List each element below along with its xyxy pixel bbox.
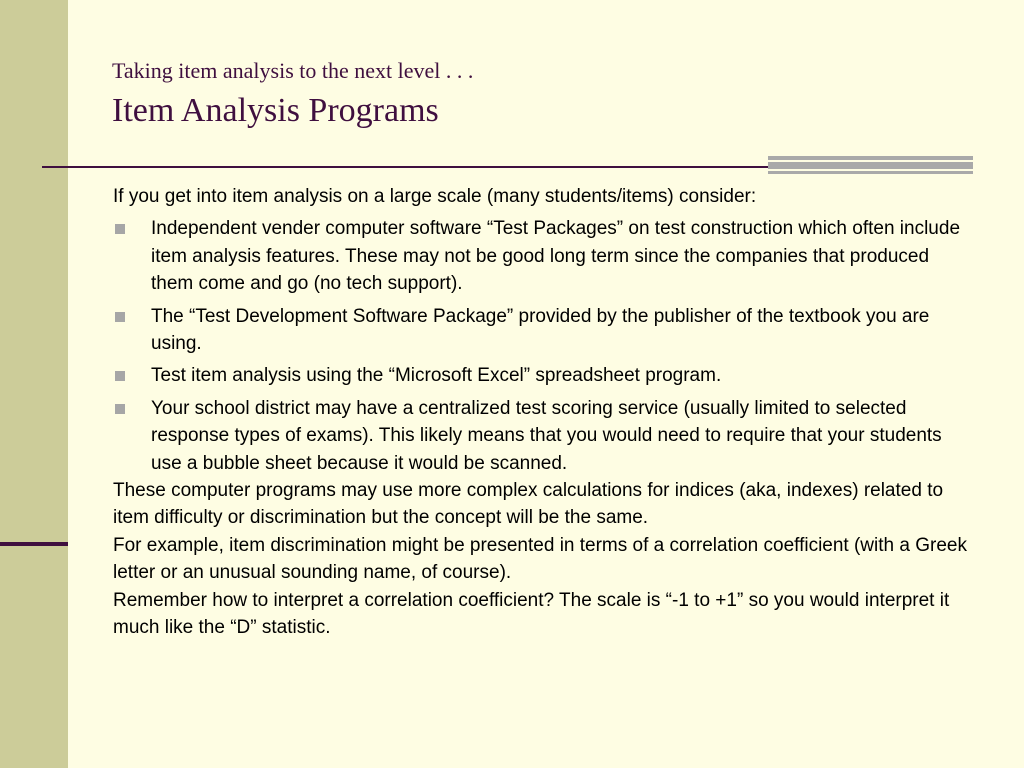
sidebar-accent-line: [0, 542, 68, 546]
intro-text: If you get into item analysis on a large scale (many students/items) consider:: [113, 186, 757, 207]
paragraph-indices: These computer programs may use more complex calculations for indices (aka, indexes) related to item difficulty or discrimination but the concept will be the same.: [113, 480, 944, 529]
slide-subtitle: Taking item analysis to the next level . . .: [112, 58, 474, 83]
square-bullet-icon: [115, 371, 125, 381]
list-item-text: Independent vender computer software “Test Packages” on test construction which often include item analysis features. These may not be good long term since the companies that produced them come and go (no tech support).: [151, 218, 961, 295]
list-item-text: The “Test Development Software Package” provided by the publisher of the textbook you are using.: [151, 305, 930, 355]
square-bullet-icon: [115, 404, 125, 414]
list-item: [113, 395, 973, 477]
square-bullet-icon: [115, 312, 125, 322]
list-item-text: Test item analysis using the “Microsoft Excel” spreadsheet program.: [151, 365, 722, 387]
paragraph-interpret: Remember how to interpret a correlation coefficient? The scale is “-1 to +1” so you would interpret it much like the “D” statistic.: [113, 589, 950, 639]
slide-body: [113, 183, 973, 642]
title-divider-gray-bars: [768, 156, 973, 180]
list-item: [113, 362, 973, 389]
paragraph-example: For example, item discrimination might be presented in terms of a correlation coefficient (with a Greek letter or an unusual sounding name, of course).: [113, 534, 967, 584]
sidebar-band: [0, 0, 68, 768]
list-item-text: Your school district may have a centralized test scoring service (usually limited to selected response types of exams). This likely means that you would need to require that your students use a bubble sheet because it would be scanned.: [151, 397, 942, 474]
bullet-list: [113, 215, 973, 477]
slide-title: Item Analysis Programs: [112, 92, 439, 129]
square-bullet-icon: [115, 224, 125, 234]
list-item: [113, 303, 973, 358]
title-divider: [42, 166, 768, 168]
list-item: [113, 215, 973, 297]
